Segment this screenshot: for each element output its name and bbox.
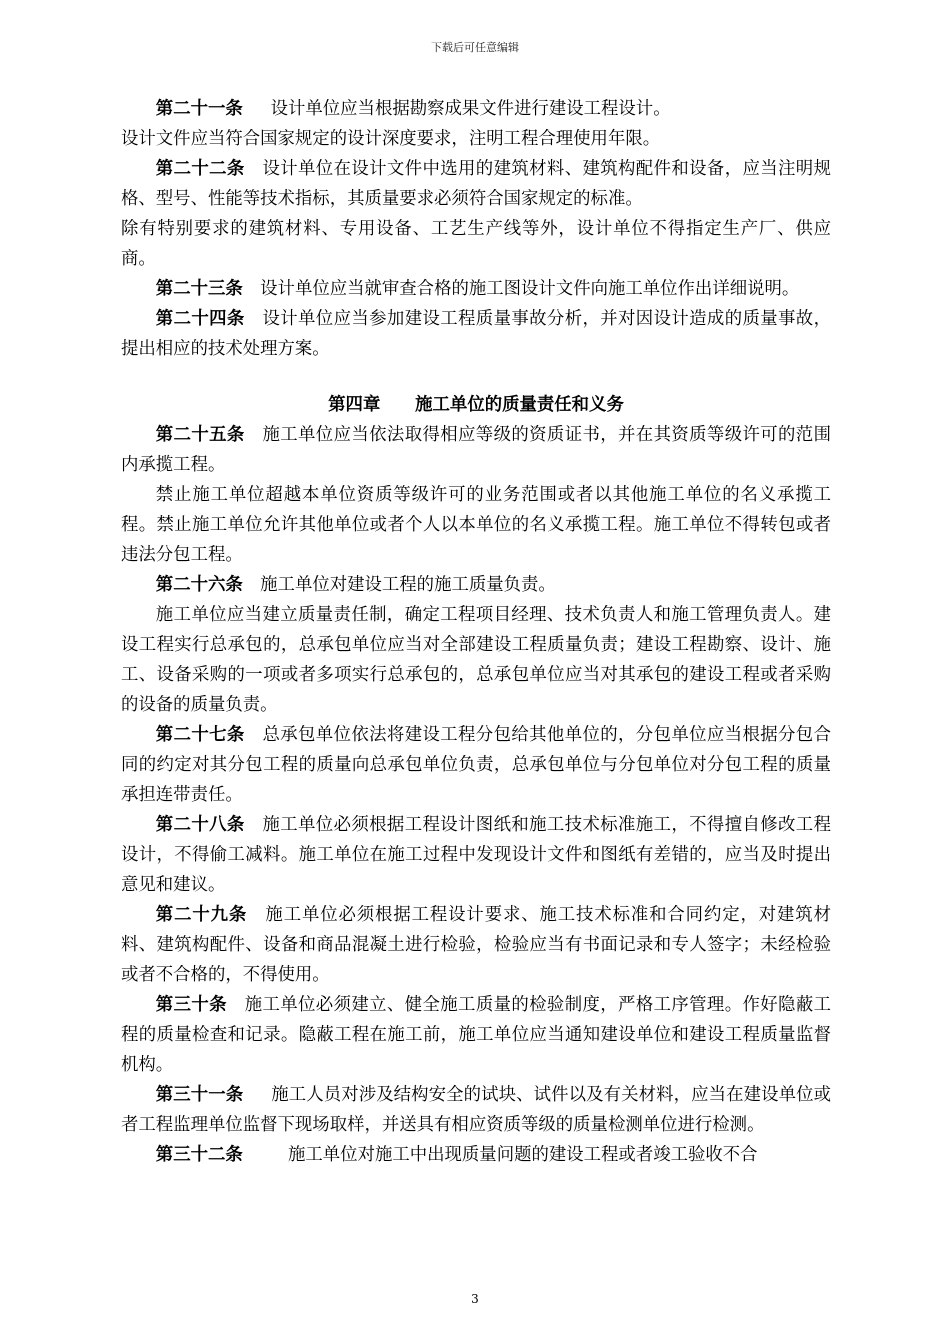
- article-23: [121, 274, 831, 304]
- article-text: 设计单位应当参加建设工程质量事故分析，并对因设计造成的质量事故，提出相应的技术处理方案。: [121, 309, 831, 359]
- article-28: [121, 810, 831, 900]
- article-text: 施工单位对建设工程的施工质量负责。: [260, 575, 556, 595]
- article-label: 第二十一条: [155, 99, 243, 119]
- document-body: [121, 94, 831, 1170]
- article-text: 施工人员对涉及结构安全的试块、试件以及有关材料，应当在建设单位或者工程监理单位监督下现场取样，并送具有相应资质等级的质量检测单位进行检测。: [121, 1085, 831, 1135]
- article-25: [121, 420, 831, 480]
- chapter-number: 第四章: [328, 395, 381, 415]
- article-label: 第三十二条: [155, 1145, 243, 1165]
- page-number: 3: [471, 1292, 479, 1306]
- article-text: 总承包单位依法将建设工程分包给其他单位的，分包单位应当根据分包合同的约定对其分包工程的质量向总承包单位负责，总承包单位与分包单位对分包工程的质量承担连带责任。: [121, 725, 831, 805]
- article-21: [121, 94, 831, 124]
- article-text: 设计单位在设计文件中选用的建筑材料、建筑构配件和设备，应当注明规格、型号、性能等技术指标，其质量要求必须符合国家规定的标准。: [121, 159, 831, 209]
- article-30: [121, 990, 831, 1080]
- article-text: 设计单位应当根据勘察成果文件进行建设工程设计。: [270, 99, 671, 119]
- article-26: [121, 570, 831, 600]
- article-text: 设计单位应当就审查合格的施工图设计文件向施工单位作出详细说明。: [260, 279, 800, 299]
- chapter-heading: [121, 390, 831, 420]
- article-label: 第二十七条: [155, 725, 245, 745]
- article-label: 第二十五条: [155, 425, 245, 445]
- article-text: 施工单位必须建立、健全施工质量的检验制度，严格工序管理。作好隐蔽工程的质量检查和记录。隐蔽工程在施工前，施工单位应当通知建设单位和建设工程质量监督机构。: [121, 995, 831, 1075]
- chapter-title: 施工单位的质量责任和义务: [415, 395, 624, 415]
- article-label: 第二十八条: [155, 815, 245, 835]
- article-25-continuation: 禁止施工单位超越本单位资质等级许可的业务范围或者以其他施工单位的名义承揽工程。禁止施工单位允许其他单位或者个人以本单位的名义承揽工程。施工单位不得转包或者违法分包工程。: [121, 485, 831, 565]
- article-22: [121, 154, 831, 214]
- article-label: 第二十三条: [155, 279, 243, 299]
- article-26-continuation: 施工单位应当建立质量责任制，确定工程项目经理、技术负责人和施工管理负责人。建设工程实行总承包的，总承包单位应当对全部建设工程质量负责；建设工程勘察、设计、施工、设备采购的一项或者多项实行总承包的，总承包单位应当对其承包的建设工程或者采购的设备的质量负责。: [121, 605, 831, 715]
- article-32: [121, 1140, 831, 1170]
- article-label: 第二十四条: [155, 309, 245, 329]
- article-text: 施工单位应当依法取得相应等级的资质证书，并在其资质等级许可的范围内承揽工程。: [121, 425, 831, 475]
- article-31: [121, 1080, 831, 1140]
- article-text: 施工单位必须根据工程设计要求、施工技术标准和合同约定，对建筑材料、建筑构配件、设备和商品混凝土进行检验，检验应当有书面记录和专人签字；未经检验或者不合格的，不得使用。: [121, 905, 831, 985]
- article-27: [121, 720, 831, 810]
- article-label: 第二十六条: [155, 575, 243, 595]
- article-text: 施工单位对施工中出现质量问题的建设工程或者竣工验收不合: [288, 1145, 758, 1165]
- page-header: 下载后可任意编辑: [431, 41, 519, 54]
- article-label: 第三十一条: [155, 1085, 244, 1105]
- article-label: 第二十二条: [155, 159, 245, 179]
- article-label: 第三十条: [155, 995, 227, 1015]
- article-29: [121, 900, 831, 990]
- article-label: 第二十九条: [155, 905, 248, 925]
- article-text: 施工单位必须根据工程设计图纸和施工技术标准施工，不得擅自修改工程设计，不得偷工减料。施工单位在施工过程中发现设计文件和图纸有差错的，应当及时提出意见和建议。: [121, 815, 831, 895]
- article-24: [121, 304, 831, 364]
- article-21-continuation: 设计文件应当符合国家规定的设计深度要求，注明工程合理使用年限。: [121, 129, 661, 149]
- article-22-continuation: 除有特别要求的建筑材料、专用设备、工艺生产线等外，设计单位不得指定生产厂、供应商。: [121, 219, 831, 269]
